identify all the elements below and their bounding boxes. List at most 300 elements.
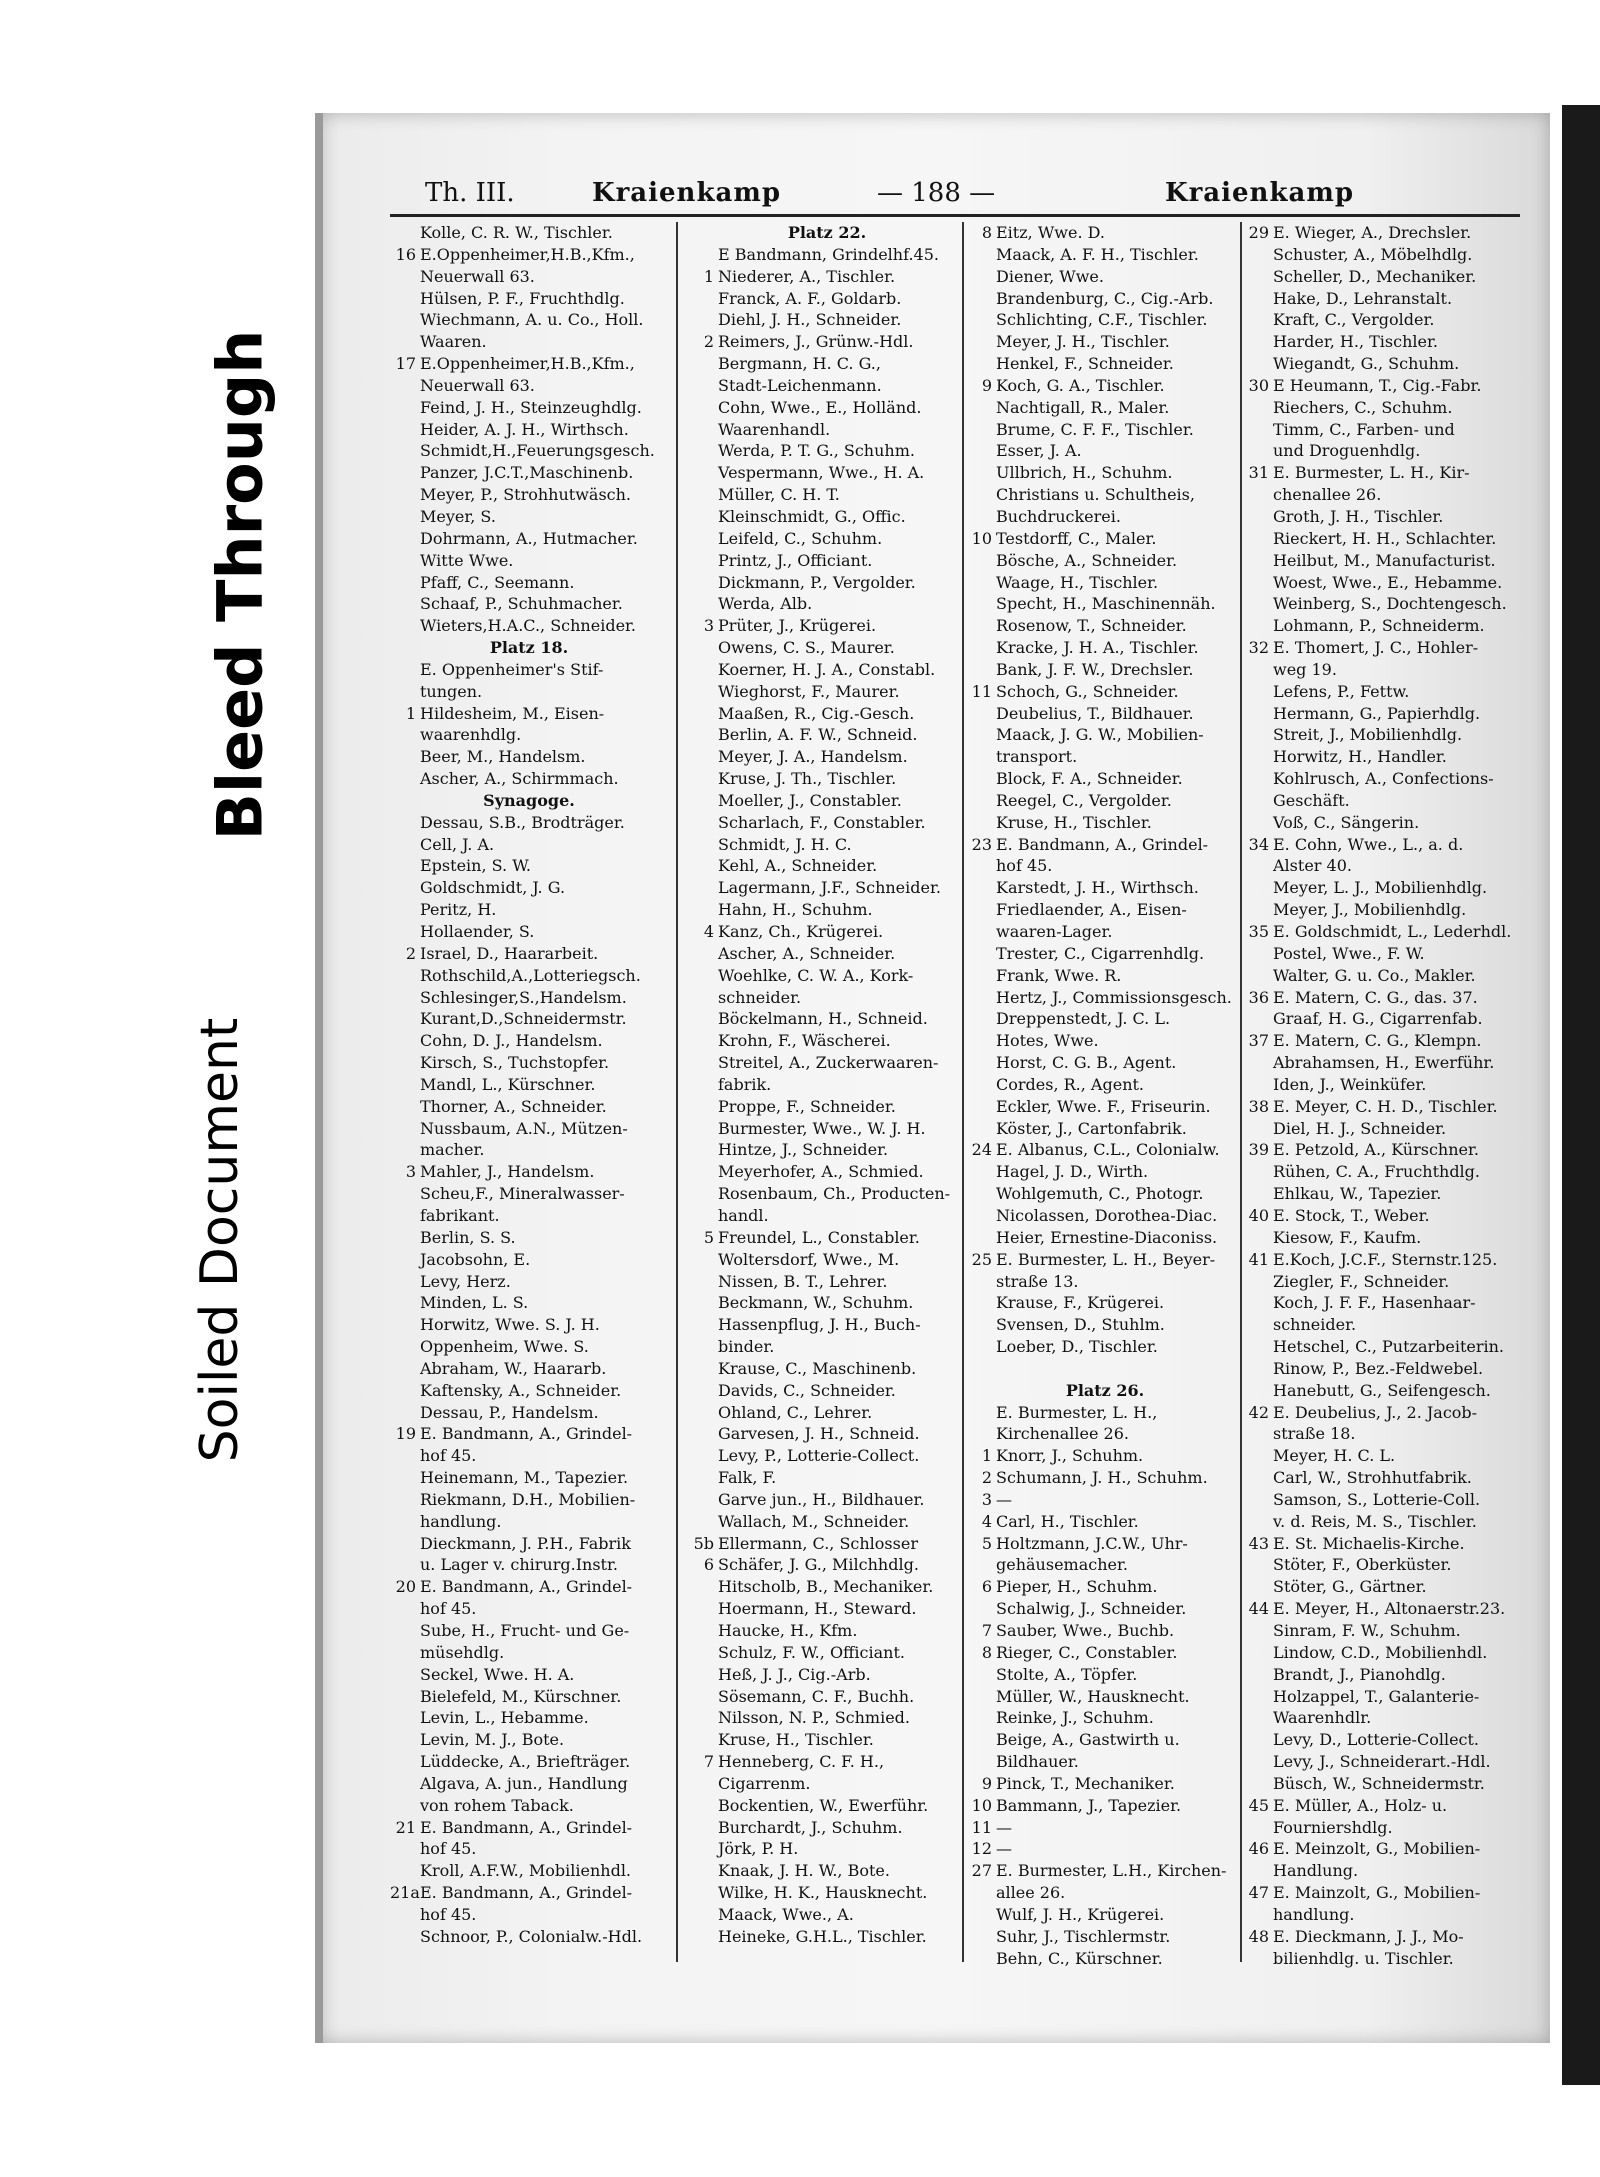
entry-text: Heß, J. J., Cig.-Arb.: [718, 1664, 871, 1684]
directory-entry: [966, 1707, 1244, 1729]
entry-text: Eitz, Wwe. D.: [996, 223, 1105, 242]
directory-entry: [1243, 1904, 1521, 1926]
entry-text: E.Oppenheimer,H.B.,Kfm.,: [420, 244, 635, 264]
entry-text: hof 45.: [420, 1839, 477, 1859]
entry-text: Panzer, J.C.T.,Maschinenb.: [420, 463, 634, 483]
directory-entry: [390, 266, 668, 288]
directory-entry: [688, 375, 966, 397]
entry-text: —: [996, 1489, 1012, 1509]
directory-entry: [1243, 1467, 1521, 1489]
directory-entry: [390, 1249, 668, 1271]
entry-text: Alster 40.: [1273, 856, 1352, 876]
house-number: 4: [981, 1511, 992, 1531]
directory-entry: [966, 222, 1244, 244]
entry-text: Epstein, S. W.: [420, 856, 531, 876]
entry-text: Wiegandt, G., Schuhm.: [1273, 354, 1460, 374]
directory-entry: [966, 943, 1244, 965]
entry-text: E. Bandmann, A., Grindel-: [420, 1817, 633, 1837]
page-binding-edge: [315, 113, 323, 2043]
directory-entry: [966, 1751, 1244, 1773]
directory-entry: [1243, 1358, 1521, 1380]
directory-entry: [390, 1380, 668, 1402]
entry-text: straße 18.: [1273, 1424, 1356, 1444]
directory-entry: [390, 1598, 668, 1620]
entry-text: Rieger, C., Constabler.: [996, 1642, 1178, 1662]
entry-text: Koch, J. F. F., Hasenhaar-: [1273, 1293, 1476, 1313]
directory-entry: [1243, 1817, 1521, 1839]
directory-entry: [966, 506, 1244, 528]
directory-entry: [688, 1882, 966, 1904]
entry-text: Diel, H. J., Schneider.: [1273, 1118, 1447, 1138]
entry-text: Abraham, W., Haararb.: [420, 1358, 607, 1378]
directory-entry: [966, 1554, 1244, 1576]
entry-text: Schumann, J. H., Schuhm.: [996, 1468, 1208, 1488]
directory-entry: [1243, 397, 1521, 419]
directory-entry: [688, 1511, 966, 1533]
entry-text: Proppe, F., Schneider.: [718, 1096, 896, 1116]
directory-entry: [688, 397, 966, 419]
entry-text: Levy, D., Lotterie-Collect.: [1273, 1730, 1480, 1750]
directory-entry: [688, 1729, 966, 1751]
directory-entry: [688, 1161, 966, 1183]
entry-text: Cell, J. A.: [420, 834, 495, 854]
directory-entry: [688, 1292, 966, 1314]
entry-text: Schalwig, J., Schneider.: [996, 1599, 1187, 1619]
entry-text: Pfaff, C., Seemann.: [420, 572, 575, 592]
house-number: 1: [405, 703, 416, 723]
entry-text: E. Wieger, A., Drechsler.: [1273, 223, 1472, 242]
directory-entry: [1243, 288, 1521, 310]
directory-entry: [390, 440, 668, 462]
entry-text: Feind, J. H., Steinzeughdlg.: [420, 397, 642, 417]
entry-text: Cohn, Wwe., E., Holländ.: [718, 397, 922, 417]
entry-text: Waarenhdlr.: [1273, 1708, 1372, 1728]
house-number: 9: [981, 1773, 992, 1793]
entry-text: Brandt, J., Pianohdlg.: [1273, 1664, 1446, 1684]
directory-entry: [966, 615, 1244, 637]
entry-text: Horwitz, Wwe. S. J. H.: [420, 1315, 600, 1335]
house-number: 37: [1248, 1031, 1269, 1051]
entry-text: Nilsson, N. P., Schmied.: [718, 1708, 911, 1728]
entry-text: Scharlach, F., Constabler.: [718, 812, 926, 832]
entry-text: Waaren.: [420, 332, 487, 352]
entry-text: Wieghorst, F., Maurer.: [718, 681, 900, 701]
entry-text: Meyer, J. A., Handelsm.: [718, 747, 908, 767]
directory-entry: [688, 462, 966, 484]
directory-entry: [1243, 1402, 1521, 1424]
directory-entry: [688, 790, 966, 812]
entry-text: Bockentien, W., Ewerführ.: [718, 1795, 929, 1815]
directory-entry: [966, 397, 1244, 419]
entry-text: Levy, P., Lotterie-Collect.: [718, 1446, 920, 1466]
entry-text: Moeller, J., Constabler.: [718, 790, 902, 810]
entry-text: Graaf, H. G., Cigarrenfab.: [1273, 1009, 1483, 1029]
entry-text: Garvesen, J. H., Schneid.: [718, 1424, 920, 1444]
directory-entry: [390, 1314, 668, 1336]
directory-entry: [966, 1686, 1244, 1708]
header-rule: [390, 214, 1520, 217]
house-number: 46: [1248, 1839, 1269, 1859]
house-number: 24: [971, 1140, 992, 1160]
entry-text: Levin, L., Hebamme.: [420, 1708, 589, 1728]
directory-entry: [688, 331, 966, 353]
directory-entry: [966, 1882, 1244, 1904]
directory-entry: [966, 1292, 1244, 1314]
entry-text: Beige, A., Gastwirth u.: [996, 1730, 1180, 1750]
directory-entry: [1243, 1598, 1521, 1620]
directory-entry: [688, 484, 966, 506]
directory-entry: [966, 1096, 1244, 1118]
house-number: 32: [1248, 638, 1269, 658]
directory-entry: [390, 593, 668, 615]
directory-entry: [688, 943, 966, 965]
entry-text: E. Müller, A., Holz- u.: [1273, 1795, 1448, 1815]
directory-entry: [966, 965, 1244, 987]
entry-text: Scheu,F., Mineralwasser-: [420, 1184, 625, 1204]
directory-entry: [966, 419, 1244, 441]
directory-entry: [1243, 1686, 1521, 1708]
house-number: 8: [981, 1642, 992, 1662]
directory-entry: [1243, 1751, 1521, 1773]
directory-entry: [390, 812, 668, 834]
house-number: 36: [1248, 987, 1269, 1007]
directory-entry: [966, 1030, 1244, 1052]
directory-entry: [688, 1795, 966, 1817]
directory-entry: [390, 1467, 668, 1489]
house-number: 40: [1248, 1205, 1269, 1225]
entry-text: Schlesinger,S.,Handelsm.: [420, 987, 627, 1007]
directory-entry: [1243, 440, 1521, 462]
entry-text: Meyer, J. H., Tischler.: [996, 332, 1170, 352]
directory-entry: [966, 1773, 1244, 1795]
entry-text: E.Koch, J.C.F., Sternstr.125.: [1273, 1249, 1498, 1269]
entry-text: E. Albanus, C.L., Colonialw.: [996, 1140, 1220, 1160]
entry-text: Haucke, H., Kfm.: [718, 1621, 858, 1640]
entry-text: Nissen, B. T., Lehrer.: [718, 1271, 888, 1291]
entry-text: Reinke, J., Schuhm.: [996, 1708, 1154, 1728]
directory-entry: [966, 637, 1244, 659]
entry-text: Levin, M. J., Bote.: [420, 1730, 565, 1750]
directory-entry: [688, 1139, 966, 1161]
directory-entry: [1243, 375, 1521, 397]
directory-entry: [1243, 637, 1521, 659]
directory-entry: [688, 1554, 966, 1576]
directory-entry: [688, 1402, 966, 1424]
house-number: 6: [981, 1577, 992, 1597]
directory-entry: [688, 1052, 966, 1074]
entry-text: Ziegler, F., Schneider.: [1273, 1271, 1450, 1291]
directory-entry: [390, 397, 668, 419]
directory-entry: [1243, 1205, 1521, 1227]
entry-text: Schaaf, P., Schuhmacher.: [420, 594, 623, 614]
entry-text: Kirchenallee 26.: [996, 1424, 1129, 1444]
entry-text: E. Oppenheimer's Stif-: [420, 659, 604, 679]
directory-entry: [966, 309, 1244, 331]
directory-entry: [390, 1358, 668, 1380]
directory-entry: [688, 1314, 966, 1336]
directory-entry: [1243, 834, 1521, 856]
directory-entry: [390, 1139, 668, 1161]
entry-text: Schlichting, C.F., Tischler.: [996, 310, 1208, 330]
directory-entry: [688, 1533, 966, 1555]
column-divider: [1240, 222, 1242, 1962]
directory-entry: [966, 1511, 1244, 1533]
directory-entry: [688, 309, 966, 331]
directory-entry: [1243, 1030, 1521, 1052]
directory-entry: [966, 746, 1244, 768]
directory-entry: [390, 1664, 668, 1686]
directory-entry: [966, 462, 1244, 484]
entry-text: Behn, C., Kürschner.: [996, 1948, 1163, 1968]
entry-text: Stolte, A., Töpfer.: [996, 1664, 1138, 1684]
directory-entry: [390, 834, 668, 856]
scan-dark-margin: [1562, 105, 1600, 2085]
directory-entry: [688, 1642, 966, 1664]
entry-text: Carl, W., Strohhutfabrik.: [1273, 1468, 1472, 1488]
entry-text: Dickmann, P., Vergolder.: [718, 572, 916, 592]
entry-text: Köster, J., Cartonfabrik.: [996, 1118, 1187, 1138]
house-number: 8: [981, 223, 992, 242]
directory-entry: [688, 1598, 966, 1620]
directory-entry: [390, 1052, 668, 1074]
directory-entry: [688, 637, 966, 659]
directory-entry: [966, 1467, 1244, 1489]
entry-text: Reimers, J., Grünw.-Hdl.: [718, 332, 914, 352]
entry-text: Scheller, D., Mechaniker.: [1273, 266, 1477, 286]
entry-text: Hagel, J. D., Wirth.: [996, 1162, 1149, 1182]
entry-text: u. Lager v. chirurg.Instr.: [420, 1555, 618, 1575]
entry-text: Müller, C. H. T.: [718, 485, 840, 505]
entry-text: Meyer, L. J., Mobilienhdlg.: [1273, 878, 1488, 898]
house-number: 43: [1248, 1533, 1269, 1553]
section-heading: [966, 1380, 1244, 1402]
directory-entry: [1243, 921, 1521, 943]
directory-entry: [688, 768, 966, 790]
entry-text: E. Bandmann, A., Grindel-: [420, 1424, 633, 1444]
entry-text: Voß, C., Sängerin.: [1273, 812, 1420, 832]
directory-entry: [390, 1882, 668, 1904]
directory-entry: [688, 855, 966, 877]
directory-entry: [966, 331, 1244, 353]
entry-text: Böckelmann, H., Schneid.: [718, 1009, 928, 1029]
entry-text: Meyer, J., Mobilienhdlg.: [1273, 900, 1467, 920]
house-number: 5b: [693, 1533, 714, 1553]
directory-entry: [390, 1292, 668, 1314]
entry-text: Mahler, J., Handelsm.: [420, 1162, 595, 1182]
entry-text: Falk, F.: [718, 1468, 777, 1488]
directory-entry: [966, 1052, 1244, 1074]
entry-text: Krohn, F., Wäscherei.: [718, 1031, 891, 1051]
directory-entry: [966, 1139, 1244, 1161]
directory-entry: [1243, 1227, 1521, 1249]
entry-text: Hollaender, S.: [420, 922, 535, 941]
entry-text: Heider, A. J. H., Wirthsch.: [420, 419, 629, 439]
directory-entry: [688, 1358, 966, 1380]
entry-text: Kracke, J. H. A., Tischler.: [996, 638, 1199, 658]
directory-entry: [390, 462, 668, 484]
entry-text: E. Burmester, L. H., Beyer-: [996, 1249, 1216, 1269]
directory-entry: [390, 1926, 668, 1948]
house-number: 11: [971, 681, 992, 701]
entry-text: Rinow, P., Bez.-Feldwebel.: [1273, 1358, 1484, 1378]
entry-text: Weinberg, S., Dochtengesch.: [1273, 594, 1507, 614]
entry-text: Dessau, P., Handelsm.: [420, 1402, 599, 1422]
directory-entry: [1243, 419, 1521, 441]
directory-entry: [688, 506, 966, 528]
directory-entry: [688, 1030, 966, 1052]
directory-entry: [390, 855, 668, 877]
entry-text: Cohn, D. J., Handelsm.: [420, 1031, 603, 1051]
entry-text: Knorr, J., Schuhm.: [996, 1446, 1144, 1466]
house-number: 35: [1248, 922, 1269, 941]
directory-entry: [390, 1773, 668, 1795]
directory-entry: [966, 440, 1244, 462]
entry-text: Platz 22.: [787, 223, 867, 242]
entry-text: Hotes, Wwe.: [996, 1031, 1099, 1051]
directory-entry: [966, 1620, 1244, 1642]
directory-entry: [688, 288, 966, 310]
directory-entry: [688, 1773, 966, 1795]
directory-entry: [688, 703, 966, 725]
entry-text: Bielefeld, M., Kürschner.: [420, 1686, 622, 1706]
directory-entry: [390, 1096, 668, 1118]
directory-entry: [1243, 1423, 1521, 1445]
directory-entry: [1243, 1183, 1521, 1205]
entry-text: Franck, A. F., Goldarb.: [718, 288, 902, 308]
directory-entry: [1243, 790, 1521, 812]
entry-text: Lüddecke, A., Briefträger.: [420, 1752, 631, 1772]
directory-entry: [966, 1642, 1244, 1664]
directory-entry: [1243, 855, 1521, 877]
house-number: 31: [1248, 463, 1269, 483]
directory-entry: [966, 528, 1244, 550]
page-header: [425, 172, 1520, 212]
entry-text: Müller, W., Hausknecht.: [996, 1686, 1190, 1706]
entry-text: handl.: [718, 1205, 769, 1225]
entry-text: Beer, M., Handelsm.: [420, 747, 586, 767]
entry-text: Kanz, Ch., Krügerei.: [718, 922, 884, 941]
entry-text: Friedlaender, A., Eisen-: [996, 900, 1187, 920]
directory-entry: [688, 921, 966, 943]
entry-text: Holzappel, T., Galanterie-: [1273, 1686, 1480, 1706]
directory-entry: [966, 1423, 1244, 1445]
entry-text: Kruse, H., Tischler.: [996, 812, 1152, 832]
directory-entry: [390, 1489, 668, 1511]
house-number: 47: [1248, 1883, 1269, 1903]
entry-text: allee 26.: [996, 1883, 1066, 1903]
directory-entry: [390, 987, 668, 1009]
directory-entry: [966, 921, 1244, 943]
house-number: 39: [1248, 1140, 1269, 1160]
entry-text: Kleinschmidt, G., Offic.: [718, 506, 906, 526]
directory-entry: [390, 331, 668, 353]
entry-text: Schoch, G., Schneider.: [996, 681, 1179, 701]
directory-entry: [390, 353, 668, 375]
entry-text: Henneberg, C. F. H.,: [718, 1752, 885, 1772]
directory-entry: [390, 1118, 668, 1140]
directory-entry: [390, 550, 668, 572]
entry-text: Dreppenstedt, J. C. L.: [996, 1009, 1171, 1029]
entry-text: Buchdruckerei.: [996, 506, 1121, 526]
entry-text: E. Bandmann, A., Grindel-: [420, 1577, 633, 1597]
entry-text: E. Petzold, A., Kürschner.: [1273, 1140, 1479, 1160]
entry-text: Sauber, Wwe., Buchb.: [996, 1621, 1175, 1640]
directory-entry: [390, 1511, 668, 1533]
entry-text: Heineke, G.H.L., Tischler.: [718, 1926, 927, 1946]
directory-entry: [688, 724, 966, 746]
entry-text: hof 45.: [420, 1599, 477, 1619]
house-number: 34: [1248, 834, 1269, 854]
house-number: 9: [981, 375, 992, 395]
entry-text: E. Mainzolt, G., Mobilien-: [1273, 1883, 1481, 1903]
entry-text: Schulz, F. W., Officiant.: [718, 1642, 905, 1662]
directory-entry: [390, 1642, 668, 1664]
directory-entry: [966, 768, 1244, 790]
entry-text: Levy, J., Schneiderart.-Hdl.: [1273, 1752, 1491, 1772]
entry-text: E. Stock, T., Weber.: [1273, 1205, 1430, 1225]
entry-text: Dohrmann, A., Hutmacher.: [420, 528, 638, 548]
entry-text: binder.: [718, 1337, 775, 1357]
directory-entry: [390, 528, 668, 550]
directory-entry: [688, 1205, 966, 1227]
entry-text: Groth, J. H., Tischler.: [1273, 506, 1444, 526]
entry-text: Koerner, H. J. A., Constabl.: [718, 659, 936, 679]
entry-text: Neuerwall 63.: [420, 266, 535, 286]
directory-entry: [1243, 1729, 1521, 1751]
directory-entry: [390, 703, 668, 725]
entry-text: —: [996, 1817, 1012, 1837]
entry-text: Kehl, A., Schneider.: [718, 856, 878, 876]
entry-text: Kraft, C., Vergolder.: [1273, 310, 1435, 330]
entry-text: E. Thomert, J. C., Hohler-: [1273, 638, 1479, 658]
entry-text: Minden, L. S.: [420, 1293, 529, 1313]
directory-entry: [966, 987, 1244, 1009]
directory-entry: [688, 1838, 966, 1860]
directory-column-1: [390, 222, 668, 1948]
directory-entry: [966, 1118, 1244, 1140]
directory-entry: [390, 1271, 668, 1293]
directory-entry: [1243, 331, 1521, 353]
directory-entry: [966, 1598, 1244, 1620]
entry-text: Owens, C. S., Maurer.: [718, 638, 895, 658]
entry-text: Ellermann, C., Schlosser: [718, 1533, 918, 1553]
entry-text: Bank, J. F. W., Drechsler.: [996, 659, 1194, 679]
directory-entry: [1243, 703, 1521, 725]
entry-text: E. Matern, C. G., das. 37.: [1273, 987, 1478, 1007]
directory-entry: [390, 681, 668, 703]
column-divider: [962, 222, 964, 1962]
entry-text: Horst, C. G. B., Agent.: [996, 1053, 1177, 1073]
entry-text: Meyer, S.: [420, 506, 496, 526]
directory-entry: [390, 1205, 668, 1227]
directory-entry: [688, 266, 966, 288]
directory-entry: [966, 1838, 1244, 1860]
entry-text: Woltersdorf, Wwe., M.: [718, 1249, 900, 1269]
directory-entry: [688, 1336, 966, 1358]
entry-text: E. Dieckmann, J. J., Mo-: [1273, 1926, 1464, 1946]
directory-entry: [1243, 1445, 1521, 1467]
entry-text: Streitel, A., Zuckerwaaren-: [718, 1053, 939, 1073]
entry-text: Nachtigall, R., Maler.: [996, 397, 1170, 417]
entry-text: Dessau, S.B., Brodträger.: [420, 812, 625, 832]
entry-text: Lefens, P., Fettw.: [1273, 681, 1410, 701]
entry-text: schneider.: [1273, 1315, 1357, 1335]
directory-entry: [688, 987, 966, 1009]
entry-text: Wiechmann, A. u. Co., Holl.: [420, 310, 644, 330]
directory-entry: [688, 1423, 966, 1445]
entry-text: Maack, J. G. W., Mobilien-: [996, 725, 1204, 745]
entry-text: Sube, H., Frucht- und Ge-: [420, 1621, 630, 1640]
